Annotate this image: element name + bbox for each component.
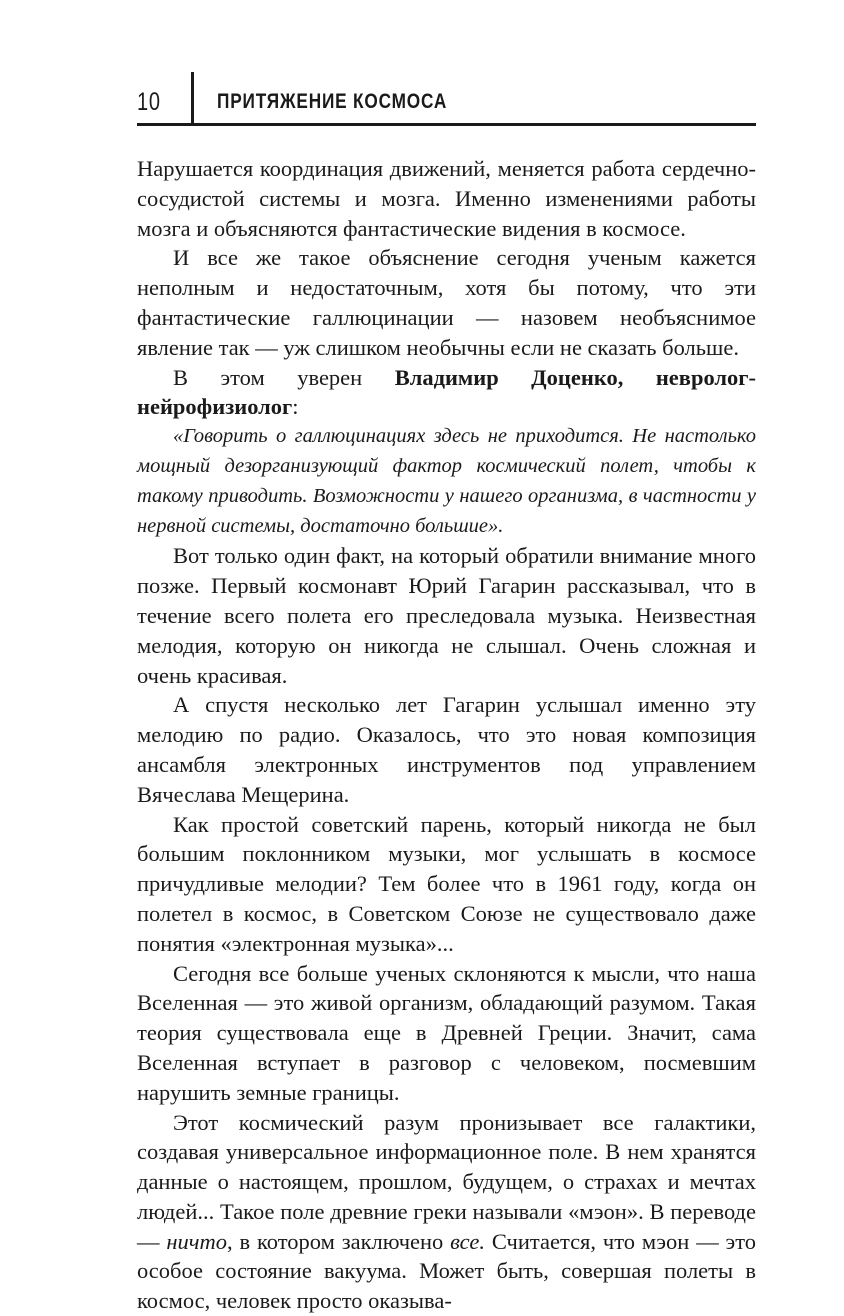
expert-name: Владимир Доценко, невролог-нейрофизиолог <box>137 365 756 420</box>
paragraph-3-colon: : <box>292 394 298 419</box>
header-vertical-divider <box>191 72 194 126</box>
paragraph-7: Сегодня все больше ученых склоняются к мысли, что наша Вселенная — это живой организм, обладающий разумом. Такая теория существовала еще в Древней Греции. Значит, сама Вселенная вступает в разговор с человеком, посмевшим нарушить земные границы. <box>137 959 756 1108</box>
paragraph-8-part-c: Считается, что мэон — это особое состояние вакуума. Может быть, совершая полеты в космос, человек просто оказыва- <box>137 1229 756 1314</box>
term-everything: все. <box>450 1229 485 1254</box>
term-nothing: ничто <box>166 1229 227 1254</box>
paragraph-4: Вот только один факт, на который обратили внимание много позже. Первый космонавт Юрий Гагарин рассказывал, что в течение всего полета его преследовала музыка. Неизвестная мелодия, которую он никогда не слышал. Очень сложная и очень красивая. <box>137 541 756 690</box>
paragraph-1: Нарушается координация движений, меняется работа сердечно-сосудистой системы и мозга. Именно изменениями работы мозга и объясняются фантастические видения в космосе. <box>137 154 756 243</box>
paragraph-6: Как простой советский парень, который никогда не был большим поклонником музыки, мог услышать в космосе причудливые мелодии? Тем более что в 1961 году, когда он полетел в космос, в Советском Союзе не существовало даже понятия «электронная музыка»... <box>137 810 756 959</box>
running-title: ПРИТЯЖЕНИЕ КОСМОСА <box>217 90 447 114</box>
paragraph-2: И все же такое объяснение сегодня ученым кажется неполным и недостаточным, хотя бы потому, что эти фантастические галлюцинации — назовем необъяснимое явление так — уж слишком необычны если не сказать больше. <box>137 243 756 362</box>
paragraph-3-lead: В этом уверен <box>173 365 395 390</box>
expert-quote: «Говорить о галлюцинациях здесь не приходится. Не настолько мощный дезорганизующий фактор космический полет, чтобы к такому приводить. Возможности у нашего организма, в частности у нервной системы, достаточно большие». <box>137 422 756 541</box>
paragraph-5: А спустя несколько лет Гагарин услышал именно эту мелодию по радио. Оказалось, что это новая композиция ансамбля электронных инструментов под управлением Вячеслава Мещерина. <box>137 690 756 809</box>
paragraph-8 <box>137 1108 756 1316</box>
body-text <box>137 154 756 1316</box>
paragraph-8-part-a: Этот космический разум пронизывает все галактики, создавая универсальное информационное поле. В нем хранятся данные о настоящем, прошлом, будущем, о страхах и мечтах людей... Такое поле древние греки называли «мэон». В переводе — <box>137 1110 756 1254</box>
paragraph-3 <box>137 363 756 423</box>
header-horizontal-rule <box>137 123 756 126</box>
page-number: 10 <box>137 88 161 117</box>
paragraph-8-part-b: , в котором заключено <box>227 1229 450 1254</box>
page-header <box>137 72 756 126</box>
